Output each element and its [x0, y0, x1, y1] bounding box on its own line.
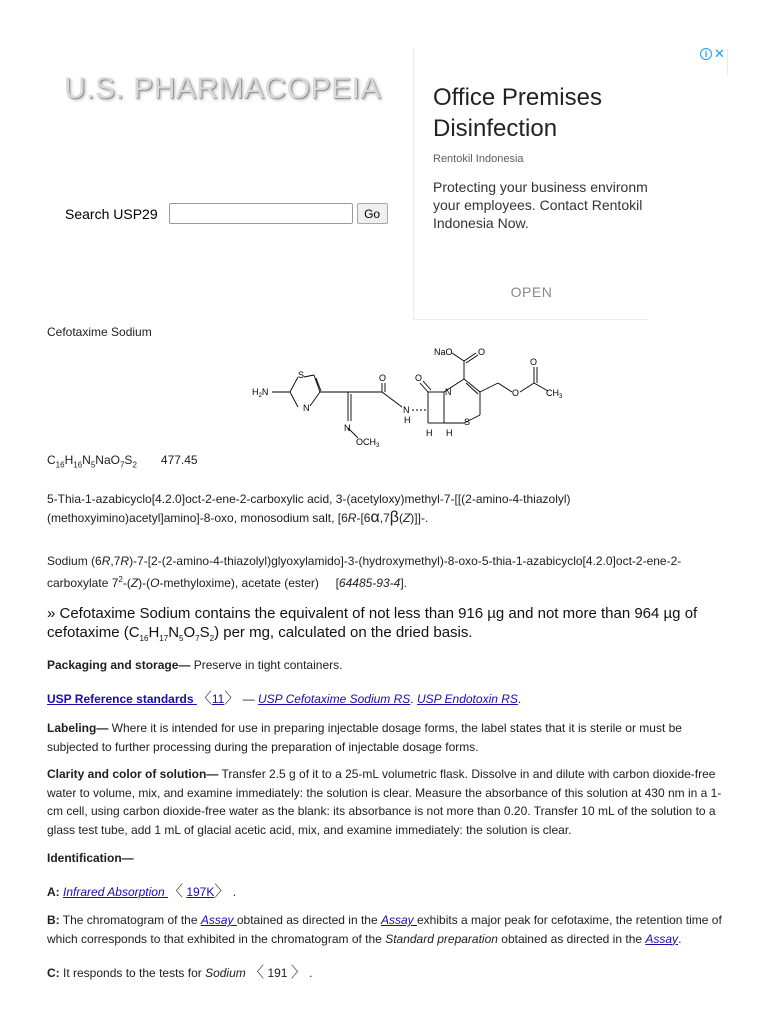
- reference-standards-link[interactable]: USP Reference standards: [47, 692, 197, 706]
- assay-link-2[interactable]: Assay: [380, 913, 417, 927]
- identification-heading: Identification—: [47, 851, 134, 865]
- atom-n-oxime: N: [344, 423, 351, 433]
- chemical-name-2: Sodium (6R,7R)-7-[2-(2-amino-4-thiazolyl)glyoxylamido]-3-(hydroxymethyl)-8-oxo-5-thia-1-azabicyclo[4.2.0]oct-2-ene-2- carboxylate $7^2-(Z)-(O-methyloxime)$, acetate (ester) [64485-93-4].: [47, 554, 682, 590]
- chapter-11-link[interactable]: 11: [211, 692, 225, 706]
- chemical-name-1: 5-Thia-1-azabicyclo[4.2.0]oct-2-ene-2-carboxylic acid, 3-(acetyloxy)methyl-7-[[(2-amino-4-thiazolyl) (methoxyimino)acetyl]amino]-8-oxo, monosodium salt, [6R-[6α,7β(Z)]]-.: [47, 492, 571, 526]
- site-title: U.S. PHARMACOPEIA: [64, 72, 381, 105]
- packaging-and-storage: Packaging and storage— Preserve in tight containers.: [47, 658, 343, 672]
- molecular-formula-row: [47, 453, 198, 469]
- assay-statement: » Cefotaxime Sodium contains the equivalent of not less than 916 µg and not more than 964 µg of cefotaxime $(C_{16}H_{17}N_5O_7S_2)$ per mg, calculated on the dried basis.: [47, 605, 698, 643]
- atom-n-lactam: N: [445, 387, 452, 397]
- infrared-absorption-link[interactable]: Infrared Absorption: [63, 885, 168, 899]
- search-label: Search USP29: [65, 205, 158, 222]
- packaging-heading: Packaging and storage—: [47, 658, 191, 672]
- monograph-title: Cefotaxime Sodium: [47, 325, 152, 339]
- atom-h-2: H: [446, 428, 453, 438]
- atom-o-amide: O: [379, 373, 387, 383]
- clarity-heading: Clarity and color of solution—: [47, 767, 219, 781]
- atom-ch3: $CH_3$: [546, 388, 563, 400]
- cas-number: 64485-93-4: [338, 575, 401, 590]
- atom-h2n: $H_2N$: [252, 387, 269, 399]
- search-form: [65, 203, 388, 224]
- atom-h-1: H: [426, 428, 433, 438]
- ad-advertiser: Rentokil Indonesia: [433, 153, 524, 165]
- atom-o-carboxyl: O: [478, 347, 486, 357]
- info-icon[interactable]: i: [700, 48, 712, 60]
- close-icon[interactable]: ✕: [714, 46, 725, 61]
- atom-o-ester: O: [530, 357, 538, 367]
- assay-link-1[interactable]: Assay: [200, 913, 237, 927]
- atom-nh-n: N: [403, 405, 410, 415]
- ad-title[interactable]: Office Premises Disinfection: [433, 84, 602, 142]
- identification-c: C: It responds to the tests for Sodium 〈 191 〉 .: [47, 964, 313, 981]
- atom-o-link: O: [512, 388, 520, 398]
- clarity-and-color: Clarity and color of solution— Transfer 2.5 g of it to a 25-mL volumetric flask. Dissolve in and dilute with carbon dioxide-free water to volume, mix, and examine immediately: the solution is clear. Measure the absorbance of this solution at 430 nm in a 1-cm cell, using carbon dioxide-free water as the blank: its absorbance is not more than 0.20. Transfer 10 mL of the solution to a glass test tube, add 1 mL of glacial acetic acid, mix, and examine immediately: the solution is clear.: [47, 767, 722, 837]
- go-button[interactable]: Go: [357, 203, 388, 224]
- ad-open-button[interactable]: OPEN: [510, 284, 553, 300]
- assay-link-3[interactable]: Assay: [645, 931, 679, 946]
- atom-o-lactam: O: [415, 373, 423, 383]
- identification-a: A: Infrared Absorption 〈 197K〉 .: [47, 883, 237, 900]
- search-input[interactable]: [169, 203, 353, 224]
- molecular-weight: 477.45: [160, 453, 198, 467]
- chapter-197k-link[interactable]: 197K: [186, 885, 215, 899]
- ad-divider: [727, 48, 728, 76]
- advertisement[interactable]: [413, 48, 648, 320]
- reference-standards: USP Reference standards 〈11〉 — USP Cefotaxime Sodium RS. USP Endotoxin RS.: [47, 690, 522, 707]
- atom-och3: $OCH_3$: [356, 437, 380, 449]
- atom-s-ring: S: [298, 370, 305, 380]
- atom-s-lactam: S: [464, 417, 471, 427]
- ad-body: Protecting your business environm your employees. Contact Rentokil Indonesia Now.: [433, 179, 648, 231]
- labeling: Labeling— Where it is intended for use in preparing injectable dosage forms, the label states that it is sterile or must be subjected to further processing during the preparation of injectable dosage forms.: [47, 721, 682, 754]
- atom-nh-h: H: [404, 415, 411, 425]
- atom-n-thiazole: N: [303, 403, 310, 413]
- cefotaxime-rs-link[interactable]: USP Cefotaxime Sodium RS: [258, 692, 411, 706]
- endotoxin-rs-link[interactable]: USP Endotoxin RS: [416, 692, 518, 706]
- labeling-heading: Labeling—: [47, 721, 109, 735]
- molecular-formula: $C_{16}H_{16}N_5NaO_7S_2$: [47, 453, 137, 470]
- identification-b: B: The chromatogram of the Assay obtained as directed in the Assay exhibits a major peak for cefotaxime, the retention time of which corresponds to that exhibited in the chromatogram of the Standard preparation obtained as directed in the Assay.: [47, 913, 722, 946]
- atom-na-o: NaO: [434, 347, 453, 357]
- ad-choices: [700, 48, 725, 60]
- structural-formula: [252, 343, 582, 453]
